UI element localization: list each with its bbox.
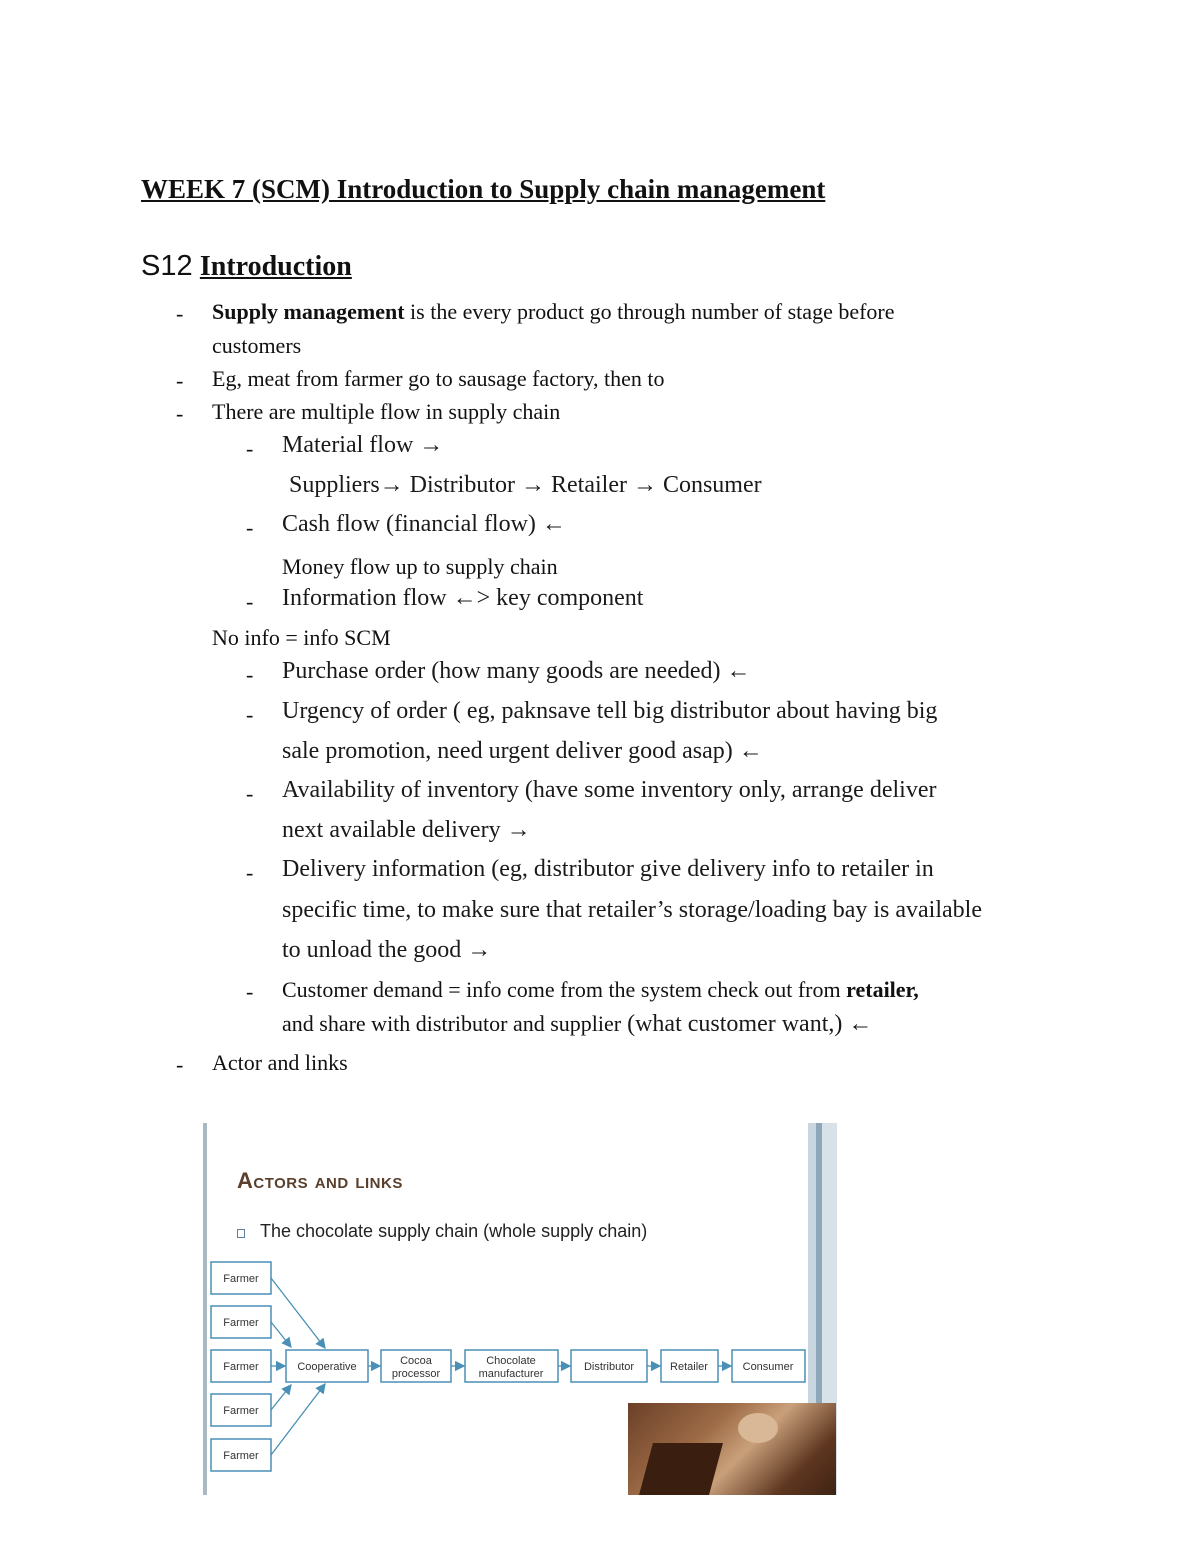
arrow-farmer-to-cooperative: [271, 1322, 291, 1347]
supply-management-definition: is the every product go through number of stage before: [404, 299, 895, 324]
retailer-label: Retailer: [670, 1361, 708, 1373]
distributor-label: Distributor: [583, 1361, 635, 1373]
bullet-dash: -: [176, 1052, 184, 1077]
delivery-line-1: Delivery information (eg, distributor give delivery info to retailer in: [282, 856, 934, 882]
cash-flow: Cash flow (financial flow) ←: [282, 511, 566, 537]
slide-title: Actors and links: [237, 1168, 403, 1193]
bullet-dash: -: [176, 301, 184, 326]
processor-label: processor: [391, 1368, 441, 1380]
bullet-dash: -: [176, 401, 184, 426]
bullet-multiple-flow: There are multiple flow in supply chain: [212, 399, 561, 424]
farmer-label: Farmer: [223, 1405, 259, 1417]
cocoa-bean-shape: [738, 1413, 778, 1443]
farmer-label: Farmer: [223, 1450, 259, 1462]
bullet-example: Eg, meat from farmer go to sausage factory, then to: [212, 366, 665, 391]
no-info-line: No info = info SCM: [212, 625, 391, 650]
bullet-dash: -: [176, 368, 184, 393]
purchase-order: Purchase order (how many goods are needed) ←: [282, 658, 751, 684]
arrow-farmer-to-cooperative: [271, 1384, 325, 1455]
arrow-farmer-to-cooperative: [271, 1385, 291, 1410]
availability-line-1: Availability of inventory (have some inventory only, arrange deliver: [282, 777, 937, 803]
material-flow-chain: Suppliers→ Distributor → Retailer → Consumer: [289, 472, 762, 498]
chocolate-photo: [628, 1403, 836, 1495]
urgency-line-2: sale promotion, need urgent deliver good asap) ←: [282, 738, 763, 764]
bullet-dash: -: [246, 662, 254, 687]
cocoa-label: Cocoa: [400, 1355, 432, 1367]
money-flow: Money flow up to supply chain: [282, 554, 558, 579]
delivery-line-3: to unload the good →: [282, 937, 492, 963]
bullet-dash: -: [246, 436, 254, 461]
bullet-actor-links: Actor and links: [212, 1050, 348, 1075]
bullet-dash: -: [246, 702, 254, 727]
bullet-dash: -: [246, 515, 254, 540]
farmer-label: Farmer: [223, 1273, 259, 1285]
cooperative-label: Cooperative: [297, 1361, 357, 1373]
customer-demand-line-1: [282, 977, 919, 1003]
chocolate-bar-shape: [639, 1443, 723, 1495]
chocolate-label: Chocolate: [486, 1355, 536, 1367]
bullet-dash: -: [246, 860, 254, 885]
material-flow: Material flow →: [282, 432, 444, 458]
farmer-label: Farmer: [223, 1317, 259, 1329]
customer-demand-text: Customer demand = info come from the system check out from: [282, 977, 847, 1002]
availability-line-2: next available delivery →: [282, 817, 531, 843]
arrow-farmer-to-cooperative: [271, 1278, 325, 1348]
farmer-label: Farmer: [223, 1361, 259, 1373]
manufacturer-label: manufacturer: [478, 1368, 544, 1380]
section-number: S12: [141, 250, 193, 282]
actors-links-slide: [203, 1123, 837, 1495]
bullet-dash: -: [246, 589, 254, 614]
customer-demand-note: (what customer want,) ←: [621, 1011, 873, 1037]
bullet-dash: -: [246, 979, 254, 1004]
retailer-term: retailer,: [846, 977, 919, 1002]
urgency-line-1: Urgency of order ( eg, paknsave tell big distributor about having big: [282, 698, 938, 724]
section-label: Introduction: [199, 251, 352, 282]
customer-demand-share: and share with distributor and supplier: [282, 1011, 622, 1036]
consumer-label: Consumer: [742, 1361, 794, 1373]
supply-management-term: Supply management: [212, 299, 405, 324]
delivery-line-2: specific time, to make sure that retailer’s storage/loading bay is available: [282, 897, 982, 923]
information-flow: Information flow ←> key component: [282, 585, 644, 611]
slide-bullet-text: The chocolate supply chain (whole supply chain): [260, 1221, 648, 1241]
customer-demand-line-2: [282, 1011, 872, 1038]
bullet-continuation: customers: [212, 333, 302, 358]
document-title: WEEK 7 (SCM) Introduction to Supply chain management: [141, 174, 826, 204]
section-heading: [141, 250, 352, 283]
bullet-dash: -: [246, 781, 254, 806]
bullet-supply-management: [212, 299, 895, 325]
